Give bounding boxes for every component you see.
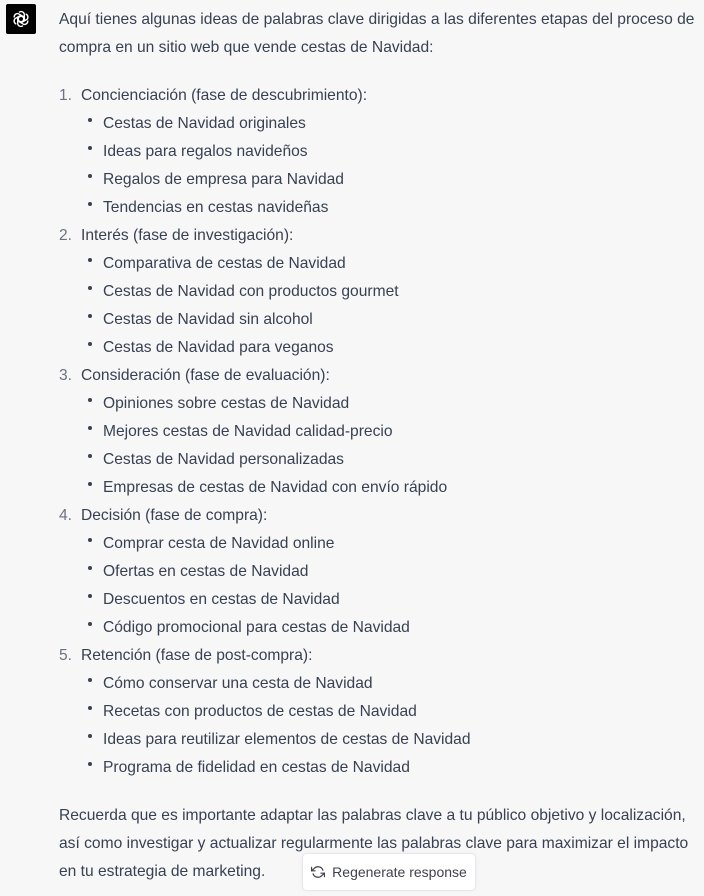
keyword-item: Empresas de cestas de Navidad con envío rápido [81,474,704,502]
keyword-list [81,250,704,362]
stage-number: 5. [59,647,73,664]
regenerate-label: Regenerate response [332,864,467,880]
keyword-item: Comparativa de cestas de Navidad [81,250,704,278]
stage-item [59,82,704,222]
keyword-list [81,390,704,502]
stage-list [59,82,704,782]
keyword-item: Ideas para regalos navideños [81,138,704,166]
stage-title: Decisión (fase de compra): [81,507,268,524]
keyword-item: Mejores cestas de Navidad calidad-precio [81,418,704,446]
keyword-item: Comprar cesta de Navidad online [81,530,704,558]
message-intro: Aquí tienes algunas ideas de palabras clave dirigidas a las diferentes etapas del proceso de compra en un sitio web que vende cestas de Navidad: [59,11,695,56]
stage-item [59,642,704,782]
keyword-item: Regalos de empresa para Navidad [81,166,704,194]
stage-title: Retención (fase de post-compra): [81,647,313,664]
refresh-icon [311,865,325,879]
assistant-avatar [6,4,36,34]
stage-number: 3. [59,367,73,384]
keyword-list [81,670,704,782]
openai-logo-icon [10,8,32,30]
keyword-list [81,530,704,642]
stage-number: 2. [59,227,73,244]
regenerate-response-button[interactable] [302,853,476,891]
keyword-item: Programa de fidelidad en cestas de Navidad [81,754,704,782]
stage-item [59,362,704,502]
keyword-list [81,110,704,222]
keyword-item: Código promocional para cestas de Navidad [81,614,704,642]
keyword-item: Opiniones sobre cestas de Navidad [81,390,704,418]
keyword-item: Cestas de Navidad con productos gourmet [81,278,704,306]
stage-item [59,502,704,642]
keyword-item: Ideas para reutilizar elementos de cestas de Navidad [81,726,704,754]
keyword-item: Recetas con productos de cestas de Navidad [81,698,704,726]
keyword-item: Ofertas en cestas de Navidad [81,558,704,586]
keyword-item: Cestas de Navidad personalizadas [81,446,704,474]
message-outro: Recuerda que es importante adaptar las palabras clave a tu público objetivo y localización, así como investigar y actualizar regularmente las palabras clave para maximizar el impacto en tu estrategia de marketing. [59,807,689,880]
keyword-item: Cestas de Navidad sin alcohol [81,306,704,334]
stage-item [59,222,704,362]
assistant-message [59,6,704,886]
keyword-item: Tendencias en cestas navideñas [81,194,704,222]
keyword-item: Cestas de Navidad para veganos [81,334,704,362]
keyword-item: Cómo conservar una cesta de Navidad [81,670,704,698]
stage-title: Consideración (fase de evaluación): [81,367,330,384]
stage-title: Interés (fase de investigación): [81,227,294,244]
stage-title: Concienciación (fase de descubrimiento): [81,87,368,104]
keyword-item: Cestas de Navidad originales [81,110,704,138]
stage-number: 4. [59,507,73,524]
keyword-item: Descuentos en cestas de Navidad [81,586,704,614]
stage-number: 1. [59,87,73,104]
